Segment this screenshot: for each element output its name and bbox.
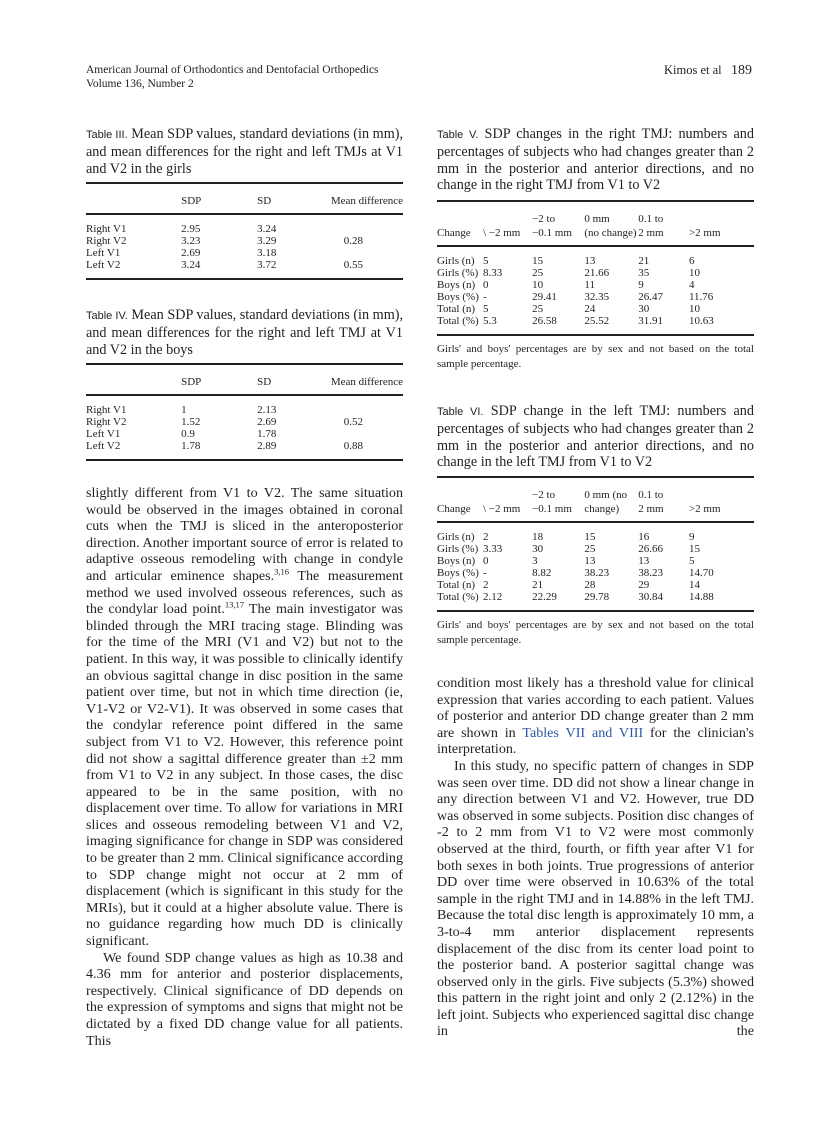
table-row	[437, 591, 754, 611]
table-cell: 9	[638, 279, 644, 292]
table-cell	[327, 395, 403, 416]
caption-text: SDP changes in the right TMJ: numbers and percentages of subjects who had changes greater than 2 mm in the posterior and anterior directions, and no change in the right TMJ from V1 to V2	[437, 126, 754, 194]
table-cell: 31.91	[638, 315, 689, 335]
row-label: Boys (n)	[437, 279, 476, 292]
column-header	[86, 364, 181, 395]
table-row	[86, 440, 403, 460]
text: condition most likely has a threshold value for clinical expression that varies according to each patient. Values of posterior and anterior DD change greater than 2 mm are shown in	[437, 675, 754, 741]
column-header: Mean difference	[327, 183, 403, 214]
paragraph	[86, 485, 403, 950]
table-cell: 14	[688, 579, 700, 592]
row-label: Girls (%)	[437, 267, 479, 280]
table-cell: 10	[532, 279, 544, 292]
row-label: Left V1	[86, 247, 121, 260]
table-row	[437, 522, 754, 543]
table-6	[437, 403, 754, 648]
table-cell: 0.9	[181, 428, 195, 441]
table-cell: 25	[532, 303, 544, 316]
table-header-row	[437, 201, 754, 246]
table-row	[86, 247, 403, 259]
table-cell: 2.89	[257, 440, 327, 460]
table-header-row	[86, 364, 403, 395]
table-cell: 26.58	[532, 315, 584, 335]
table-cell: 35	[638, 267, 650, 280]
table-row	[437, 267, 754, 279]
citation: 13,17	[224, 599, 244, 610]
table-row	[437, 567, 754, 579]
table-cell: 29.78	[584, 591, 638, 611]
column-header: −2 to −0.1 mm	[532, 201, 584, 246]
table-row	[86, 416, 403, 428]
table-5-grid	[437, 200, 754, 336]
table-cell: 6	[688, 255, 695, 268]
table-label: Table VI.	[437, 406, 484, 418]
column-header: 0 mm (no change)	[584, 477, 638, 522]
table-5-footnote: Girls' and boys' percentages are by sex and not based on the total sample percentage.	[437, 343, 754, 371]
table-cell: 0.55	[327, 259, 403, 279]
table-cell: 3.72	[257, 259, 327, 279]
row-label: Boys (n)	[437, 555, 476, 568]
text: for the clinician's interpretation.	[437, 724, 754, 758]
table-4	[86, 307, 403, 461]
column-header: SDP	[181, 364, 257, 395]
table-cell: 11	[584, 279, 595, 292]
table-cell: 25	[584, 543, 596, 556]
table-cell: 25	[532, 267, 544, 280]
table-cell: 16	[638, 531, 650, 544]
table-header-row	[86, 183, 403, 214]
table-cell: 26.66	[638, 543, 663, 556]
row-label: Total (n)	[437, 303, 476, 316]
table-row	[437, 543, 754, 555]
running-header-right	[664, 63, 752, 78]
citation: 3,16	[274, 566, 290, 577]
table-row	[86, 235, 403, 247]
table-cell: 13	[638, 555, 650, 568]
text: The main investigator was blinded through the MRI tracing stage. Blinding was for the time of the MRI (V1 and V2) but not to the patient. In this way, it was possible to clinically identify an obvious sagittal change in disc position in the same patient over time, but not in which time direction (ie, V1-V2 or V2-V1). It was observed in some cases that the condylar reference point differed in the same subject from V1 to V2. However, this reference point did not show a sagittal difference greater than ±2 mm from V1 to V2 in any subject. In those cases, the disc appeared to be in the same position, with no displacement over time. To allow for variations in MRI slices and osseous remodeling between V1 and V2, imaging significance for change in SDP was considered to be greater than 2 mm. Clinical significance according to SDP change might not occur at 2 mm of displacement (which is significant in this study for the MRIs), but it could at a higher absolute value. There is no guidance regarding how much DD is clinically significant.	[86, 601, 404, 950]
table-cell: 0	[482, 279, 489, 292]
table-3-grid	[86, 182, 403, 280]
column-header: SDP	[181, 183, 257, 214]
table-cell: 29.41	[532, 291, 557, 304]
table-label: Table III.	[86, 129, 128, 141]
table-cell: 32.35	[584, 291, 610, 304]
table-4-caption	[86, 307, 403, 358]
table-3-caption	[86, 126, 403, 177]
column-header: 0.1 to 2 mm	[638, 477, 689, 522]
table-3	[86, 126, 403, 280]
column-header: SD	[257, 364, 327, 395]
column-header: −2 to −0.1 mm	[532, 477, 584, 522]
table-cell: 29	[638, 579, 650, 592]
table-cell: 9	[688, 531, 695, 544]
table-cell	[327, 428, 403, 440]
table-cell: 2	[482, 579, 489, 592]
table-cell: 30	[638, 303, 650, 316]
row-label: Left V1	[86, 428, 121, 441]
column-header: \ −2 mm	[483, 201, 532, 246]
left-column-text	[86, 485, 403, 1049]
caption-text: Mean SDP values, standard deviations (in mm), and mean differences for the right and left TMJ at V1 and V2 in the boys	[86, 307, 404, 358]
table-cell: 2.95	[181, 223, 201, 236]
table-cell: 8.82	[532, 567, 552, 580]
page-number: 189	[731, 63, 752, 78]
table-row	[437, 291, 754, 303]
table-cell: 14.88	[689, 591, 754, 611]
table-cell: 15	[688, 543, 700, 556]
table-cell: 30.84	[638, 591, 689, 611]
table-cell: 1.78	[257, 428, 277, 441]
table-cell: 2.13	[257, 404, 277, 417]
table-cell: 10	[688, 303, 700, 316]
paragraph: In this study, no specific pattern of changes in SDP was seen over time. DD did not show a linear change in any direction between V1 and V2. However, true DD was observed in some subjects. Position disc changes of -2 to 2 mm from V1 to V2 were most commonly observed at the third, fourth, or fifth year after V1 for both sexes in both joints. True progressions of anterior DD over time were observed in 10.63% of the total sample in the right TMJ and in 14.88% in the left TMJ. Because the total disc length is approximately 10 mm, a 3-to-4 mm anterior displacement represents displacement of the disc from its center load point to the posterior band. A posterior sagittal change was observed only in the girls. Five subjects (5.3%) showed this pattern in the right joint and only 2 (2.12%) in the left joint. Subjects who experienced sagittal disc change in the	[437, 757, 754, 1040]
running-header-left	[86, 63, 379, 91]
row-label: Girls (n)	[437, 255, 475, 268]
table-cell: 0.88	[327, 440, 403, 460]
table-cell: 28	[584, 579, 596, 592]
table-cell: 0.52	[343, 416, 363, 429]
row-label: Left V2	[86, 440, 181, 460]
table-cell: 11.76	[688, 291, 714, 304]
column-header: 0.1 to 2 mm	[638, 201, 689, 246]
table-row	[437, 279, 754, 291]
text: The measurement method we used involved osseous references, such as the condylar load point.	[86, 567, 403, 618]
table-cell: 38.23	[584, 567, 610, 580]
table-row	[437, 555, 754, 567]
table-cell: 24	[584, 303, 596, 316]
table-cell: 15	[584, 531, 596, 544]
table-cell	[327, 247, 403, 259]
table-cell: 26.47	[638, 291, 663, 304]
journal-name: American Journal of Orthodontics and Dentofacial Orthopedics	[86, 64, 379, 76]
table-cell: 10	[688, 267, 700, 280]
table-cell: 25.52	[584, 315, 638, 335]
text: slightly different from V1 to V2. The same situation would be observed in the images obtained in coronal cuts when the TMJ is sliced in the anteroposterior direction. Another important source of error is related to adaptive osseous remodeling with change in condyle and articular eminence shapes.	[86, 485, 403, 584]
table-cell: 22.29	[532, 591, 584, 611]
caption-text: Mean SDP values, standard deviations (in mm), and mean differences for the right and left TMJs at V1 and V2 in the girls	[86, 126, 404, 177]
table-cell: 1.52	[181, 416, 201, 429]
table-5	[437, 126, 754, 372]
row-label: Total (%)	[437, 315, 483, 335]
row-label: Total (n)	[437, 579, 476, 592]
table-cell: 3.18	[257, 247, 277, 260]
column-header: \ −2 mm	[483, 477, 532, 522]
table-cell: 8.33	[482, 267, 503, 280]
table-4-grid	[86, 363, 403, 461]
table-cell: 14.70	[688, 567, 714, 580]
row-label: Total (%)	[437, 591, 483, 611]
table-cell: 0.28	[343, 235, 363, 248]
row-label: Right V2	[86, 235, 127, 248]
table-cell: 38.23	[638, 567, 663, 580]
row-label: Right V1	[86, 223, 127, 236]
journal-volume: Volume 136, Number 2	[86, 78, 194, 90]
authors: Kimos et al	[663, 63, 722, 77]
table-cell: -	[482, 567, 487, 580]
column-header: >2 mm	[689, 477, 754, 522]
table-cell	[327, 214, 403, 235]
table-cell: 4	[688, 279, 695, 292]
table-cell: 21	[532, 579, 544, 592]
table-cell: 13	[584, 255, 596, 268]
table-cell: 3.24	[257, 223, 277, 236]
column-header: Mean difference	[327, 364, 403, 395]
table-6-footnote: Girls' and boys' percentages are by sex and not based on the total sample percentage.	[437, 619, 754, 647]
row-label: Right V1	[86, 404, 127, 417]
table-cell: 2	[482, 531, 489, 544]
row-label: Girls (%)	[437, 543, 479, 556]
table-cell: 5.3	[483, 315, 532, 335]
table-row	[437, 303, 754, 315]
column-header: 0 mm (no change)	[584, 201, 638, 246]
column-header: >2 mm	[689, 201, 754, 246]
table-row	[437, 579, 754, 591]
row-label: Boys (%)	[437, 567, 479, 580]
table-cell: 3	[532, 555, 538, 568]
right-column-text	[437, 675, 754, 1040]
table-cell: 5	[482, 255, 489, 268]
table-label: Table V.	[437, 129, 479, 141]
table-cell: 13	[584, 555, 596, 568]
table-cell: 3.24	[181, 259, 257, 279]
table-cell: 2.69	[257, 416, 277, 429]
column-header	[86, 183, 181, 214]
table-cell: 18	[532, 531, 544, 544]
column-header: Change	[437, 477, 483, 522]
table-cell: 1.78	[181, 440, 257, 460]
table-row	[86, 395, 403, 416]
table-row	[86, 214, 403, 235]
table-cell: 2.12	[483, 591, 532, 611]
table-row	[437, 315, 754, 335]
caption-text: SDP change in the left TMJ: numbers and percentages of subjects who had changes greater than 2 mm in the posterior and anterior directions, and no change in the left TMJ from V1 to V2	[437, 403, 754, 471]
table-cell: 10.63	[689, 315, 754, 335]
table-6-caption	[437, 403, 754, 471]
table-cell: 3.29	[257, 235, 277, 248]
paragraph	[437, 675, 754, 758]
column-header: Change	[437, 201, 483, 246]
table-label: Table IV.	[86, 310, 128, 322]
tables-link[interactable]: Tables VII and VIII	[522, 724, 644, 741]
table-row	[437, 246, 754, 267]
table-cell: 30	[532, 543, 544, 556]
table-cell: 1	[181, 404, 187, 417]
row-label: Left V2	[86, 259, 181, 279]
column-header: SD	[257, 183, 327, 214]
table-cell: 5	[482, 303, 489, 316]
table-6-grid	[437, 476, 754, 612]
table-cell: 15	[532, 255, 544, 268]
table-cell: 21	[638, 255, 650, 268]
table-cell: 3.23	[181, 235, 201, 248]
table-header-row	[437, 477, 754, 522]
table-cell: 3.33	[482, 543, 503, 556]
table-cell: 0	[482, 555, 489, 568]
table-cell: 5	[688, 555, 695, 568]
table-cell: 2.69	[181, 247, 201, 260]
table-5-caption	[437, 126, 754, 194]
paragraph: We found SDP change values as high as 10.38 and 4.36 mm for anterior and posterior displacements, respectively. Clinical significance of DD depends on the expression of symptoms and signs that might not be dictated by a fixed DD change value for all patients. This	[86, 949, 403, 1049]
row-label: Girls (n)	[437, 531, 475, 544]
row-label: Right V2	[86, 416, 127, 429]
table-row	[86, 259, 403, 279]
table-cell: -	[482, 291, 487, 304]
row-label: Boys (%)	[437, 291, 479, 304]
table-row	[86, 428, 403, 440]
table-cell: 21.66	[584, 267, 610, 280]
